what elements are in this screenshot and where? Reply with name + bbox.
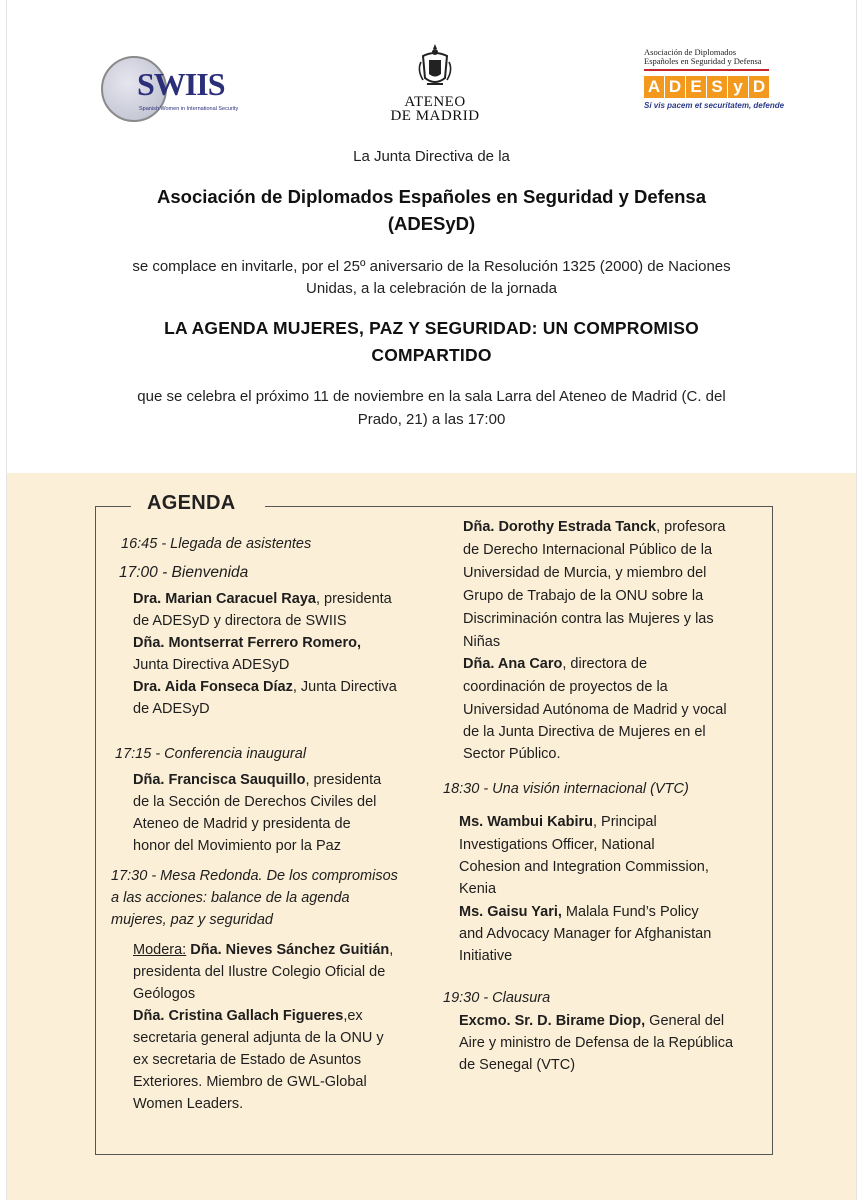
speaker-role-line: Sector Público.: [463, 746, 561, 762]
speaker-entry: [133, 676, 397, 699]
speaker-entry: [133, 769, 381, 792]
agenda-frame-top: [265, 506, 772, 507]
organization-acronym: (ADESyD): [387, 213, 476, 234]
speaker-role-line: Cohesion and Integration Commission,: [459, 859, 709, 875]
speaker-entry: [463, 516, 725, 539]
speaker-role: , presidenta: [315, 591, 392, 607]
invite-line-2: Unidas, a la celebración de la jornada: [306, 280, 557, 297]
speaker-role-line: Discriminación contra las Mujeres y las: [463, 611, 714, 627]
adesyd-letter: A: [644, 76, 664, 98]
intro-line: La Junta Directiva de la: [353, 148, 510, 165]
speaker-name: Dña. Francisca Sauquillo: [133, 772, 306, 788]
logo-header: [7, 40, 856, 130]
speaker-name: Dra. Marian Caracuel Raya: [133, 591, 316, 607]
speaker-role: General del: [645, 1013, 725, 1029]
agenda-time-keynote: 17:15 - Conferencia inaugural: [115, 746, 307, 762]
agenda-session-title: a las acciones: balance de la agenda: [111, 890, 350, 906]
venue-line-2: Prado, 21) a las 17:00: [357, 411, 506, 428]
moderator-label: Modera:: [133, 942, 187, 958]
speaker-name: Dña. Ana Caro: [463, 656, 563, 672]
speaker-role: , directora de: [562, 656, 648, 672]
speaker-role: , Principal: [593, 814, 657, 830]
ateneo-name-line1: ATENEO: [404, 94, 466, 110]
speaker-role-line: Universidad de Murcia, y miembro del: [463, 565, 707, 581]
speaker-entry: [463, 653, 647, 676]
speaker-entry: [459, 1010, 724, 1033]
speaker-name: Dra. Aida Fonseca Díaz: [133, 679, 293, 695]
speaker-role-line: Exteriores. Miembro de GWL-Global: [133, 1074, 367, 1090]
speaker-role-line: coordinación de proyectos de la: [463, 679, 668, 695]
organization-name: Asociación de Diplomados Españoles en Seguridad y Defensa: [157, 186, 706, 207]
speaker-role: ,ex: [343, 1008, 363, 1024]
speaker-entry: [459, 901, 699, 924]
speaker-name: Dña. Dorothy Estrada Tanck: [463, 519, 657, 535]
swiis-wordmark: SWIIS: [137, 66, 225, 102]
speaker-role-line: presidenta del Ilustre Colegio Oficial de: [133, 964, 386, 980]
swiis-logo: [101, 54, 241, 124]
speaker-role: , profesora: [656, 519, 726, 535]
speaker-role-line: ex secretaria de Estado de Asuntos: [133, 1052, 362, 1068]
adesyd-letter-boxes: [644, 76, 784, 98]
agenda-title: AGENDA: [147, 492, 236, 514]
speaker-role-line: Junta Directiva ADESyD: [133, 657, 290, 673]
speaker-role-line: de la Sección de Derechos Civiles del: [133, 794, 377, 810]
agenda-session-title: mujeres, paz y seguridad: [111, 912, 273, 928]
adesyd-divider: [644, 69, 769, 71]
ateneo-logo: [390, 42, 480, 128]
adesyd-letter: S: [707, 76, 727, 98]
adesyd-letter: E: [686, 76, 706, 98]
speaker-entry: [459, 811, 657, 834]
speaker-name: Dña. Nieves Sánchez Guitián: [190, 942, 390, 958]
speaker-role-line: de Derecho Internacional Público de la: [463, 542, 713, 558]
speaker-role-line: honor del Movimiento por la Paz: [133, 838, 341, 854]
speaker-role-line: de ADESyD: [133, 701, 210, 717]
speaker-role-line: Investigations Officer, National: [459, 837, 655, 853]
adesyd-letter: D: [749, 76, 769, 98]
event-title-line-1: LA AGENDA MUJERES, PAZ Y SEGURIDAD: UN COMPROMISO: [164, 318, 699, 338]
agenda-time-international: 18:30 - Una visión internacional (VTC): [443, 781, 689, 797]
speaker-role: , Junta Directiva: [292, 679, 397, 695]
speaker-name: Ms. Wambui Kabiru: [459, 814, 593, 830]
adesyd-letter: D: [665, 76, 685, 98]
speaker-role-line: de la Junta Directiva de Mujeres en el: [463, 724, 706, 740]
speaker-entry: [133, 1005, 363, 1028]
speaker-role-line: Universidad Autónoma de Madrid y vocal: [463, 702, 727, 718]
agenda-time-arrival: 16:45 - Llegada de asistentes: [121, 536, 312, 552]
speaker-role-line: de Senegal (VTC): [459, 1057, 576, 1073]
speaker-role-line: Grupo de Trabajo de la ONU sobre la: [463, 588, 704, 604]
speaker-role-line: secretaria general adjunta de la ONU y: [133, 1030, 384, 1046]
agenda-time-roundtable: 17:30 - Mesa Redonda. De los compromisos: [111, 868, 398, 884]
ateneo-seal-icon: [415, 42, 455, 90]
speaker-role: , presidenta: [305, 772, 382, 788]
venue-line-1: que se celebra el próximo 11 de noviembre en la sala Larra del Ateneo de Madrid (C. del: [137, 388, 726, 405]
invitation-page: [6, 0, 857, 1200]
speaker-role: ,: [389, 942, 394, 958]
speaker-entry: [133, 588, 392, 611]
agenda-time-welcome: 17:00 - Bienvenida: [119, 564, 249, 581]
adesyd-letter: y: [728, 76, 748, 98]
speaker-role-line: Aire y ministro de Defensa de la República: [459, 1035, 734, 1051]
invite-line-1: se complace en invitarle, por el 25º aniversario de la Resolución 1325 (2000) de Naciones: [132, 258, 731, 275]
speaker-name: Excmo. Sr. D. Birame Diop,: [459, 1013, 646, 1029]
speaker-role-line: Women Leaders.: [133, 1096, 244, 1112]
speaker-role-line: and Advocacy Manager for Afghanistan: [459, 926, 712, 942]
speaker-name: Ms. Gaisu Yari,: [459, 904, 562, 920]
agenda-time-closing: 19:30 - Clausura: [443, 990, 551, 1006]
speaker-role-line: Niñas: [463, 634, 501, 650]
speaker-name: Dña. Montserrat Ferrero Romero,: [133, 635, 362, 651]
agenda-frame-top: [95, 506, 131, 507]
moderator-entry: [133, 939, 393, 962]
adesyd-name-line2: Españoles en Seguridad y Defensa: [644, 56, 762, 66]
speaker-role: Malala Fund’s Policy: [561, 904, 699, 920]
adesyd-motto: Si vis pacem et securitatem, defende: [644, 101, 785, 110]
speaker-role-line: Kenia: [459, 881, 497, 897]
adesyd-name-line1: Asociación de Diplomados: [644, 47, 737, 57]
swiis-tagline: Spanish Women in International Security: [139, 106, 239, 112]
adesyd-logo: [644, 48, 784, 128]
speaker-name: Dña. Cristina Gallach Figueres: [133, 1008, 344, 1024]
speaker-role-line: Geólogos: [133, 986, 196, 1002]
speaker-role-line: Ateneo de Madrid y presidenta de: [133, 816, 351, 832]
event-title-line-2: COMPARTIDO: [371, 345, 492, 365]
speaker-role-line: de ADESyD y directora de SWIIS: [133, 613, 347, 629]
ateneo-name-line2: DE MADRID: [390, 108, 480, 124]
speaker-role-line: Initiative: [459, 948, 513, 964]
